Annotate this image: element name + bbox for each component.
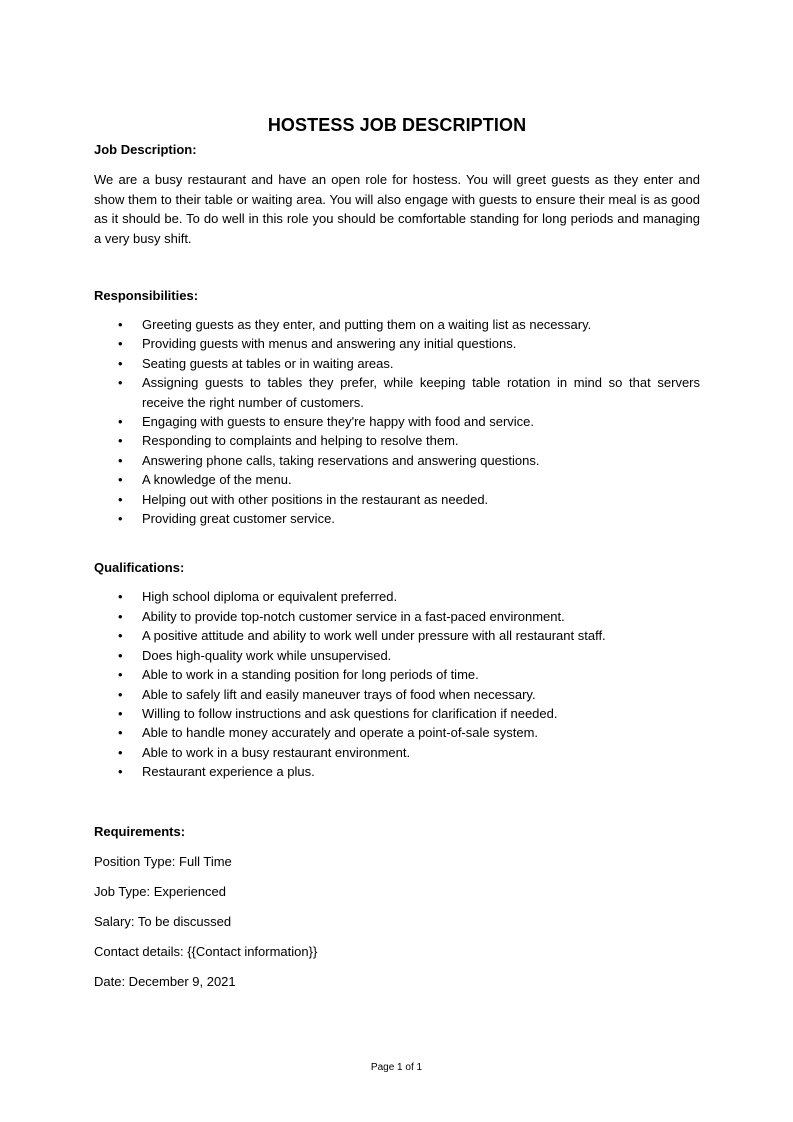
responsibility-item-text: Seating guests at tables or in waiting areas. bbox=[142, 355, 394, 371]
responsibility-item bbox=[94, 470, 700, 489]
bullet-icon: • bbox=[118, 725, 123, 741]
responsibility-item bbox=[94, 334, 700, 353]
responsibility-item-text: Responding to complaints and helping to resolve them. bbox=[142, 433, 459, 449]
responsibility-item-text: Providing great customer service. bbox=[142, 511, 335, 527]
qualification-item bbox=[94, 743, 700, 762]
bullet-icon: • bbox=[118, 667, 123, 683]
bullet-icon: • bbox=[118, 589, 123, 605]
page-number: Page 1 of 1 bbox=[370, 1062, 423, 1073]
qualification-item-text: Able to safely lift and easily maneuver trays of food when necessary. bbox=[142, 686, 536, 702]
qualification-item-text: Able to handle money accurately and operate a point-of-sale system. bbox=[142, 725, 539, 741]
job-description-text: We are a busy restaurant and have an open role for hostess. You will greet guests as they enter and show them to their table or waiting area. You will also engage with guests to ensure their meal is as good as it should be. To do well in this role you should be comfortable standing for long periods and managing a very busy shift. bbox=[94, 172, 700, 246]
bullet-icon: • bbox=[118, 317, 123, 332]
responsibility-item bbox=[94, 509, 700, 528]
qualification-item bbox=[94, 685, 700, 704]
responsibility-item bbox=[94, 373, 700, 412]
bullet-icon: • bbox=[118, 647, 123, 663]
qualification-item-text: Ability to provide top-notch customer service in a fast-paced environment. bbox=[142, 608, 565, 624]
responsibility-item bbox=[94, 412, 700, 431]
contact-details: Contact details: {{Contact information}} bbox=[94, 943, 318, 959]
position-type: Position Type: Full Time bbox=[94, 853, 232, 869]
qualification-item bbox=[94, 762, 700, 781]
qualification-item-text: Does high-quality work while unsupervised. bbox=[142, 647, 392, 663]
bullet-icon: • bbox=[118, 375, 123, 391]
responsibility-item bbox=[94, 354, 700, 373]
bullet-icon: • bbox=[118, 511, 123, 527]
qualification-item bbox=[94, 704, 700, 723]
bullet-icon: • bbox=[118, 491, 123, 507]
bullet-icon: • bbox=[118, 764, 123, 780]
responsibility-item-text: Engaging with guests to ensure they're happy with food and service. bbox=[142, 414, 534, 430]
responsibility-item bbox=[94, 431, 700, 450]
bullet-icon: • bbox=[118, 472, 123, 488]
qualification-item bbox=[94, 646, 700, 665]
document-body bbox=[94, 113, 700, 991]
bullet-icon: • bbox=[118, 336, 123, 352]
qualification-item bbox=[94, 723, 700, 742]
qualifications-heading: Qualifications: bbox=[94, 560, 185, 576]
qualification-item-text: High school diploma or equivalent preferred. bbox=[142, 589, 398, 605]
responsibility-item-text: Helping out with other positions in the restaurant as needed. bbox=[142, 491, 489, 507]
qualification-item-text: Restaurant experience a plus. bbox=[142, 764, 315, 780]
qualification-item-text: Able to work in a standing position for long periods of time. bbox=[142, 667, 479, 683]
responsibility-item-text: A knowledge of the menu. bbox=[142, 472, 292, 488]
responsibility-item-text: Greeting guests as they enter, and putting them on a waiting list as necessary. bbox=[142, 317, 592, 332]
responsibility-item-text: Assigning guests to tables they prefer, while keeping table rotation in mind so that servers receive the right number of customers. bbox=[142, 375, 700, 410]
requirements-heading: Requirements: bbox=[94, 823, 186, 839]
responsibility-item-text: Providing guests with menus and answering any initial questions. bbox=[142, 336, 517, 352]
qualification-item-text: Able to work in a busy restaurant environment. bbox=[142, 744, 411, 760]
responsibility-item bbox=[94, 490, 700, 509]
qualification-item bbox=[94, 665, 700, 684]
responsibility-item bbox=[94, 315, 700, 334]
responsibilities-heading: Responsibilities: bbox=[94, 288, 199, 303]
responsibility-item-text: Answering phone calls, taking reservations and answering questions. bbox=[142, 452, 540, 468]
bullet-icon: • bbox=[118, 628, 123, 644]
document-title: HOSTESS JOB DESCRIPTION bbox=[267, 115, 527, 135]
qualification-item-text: Willing to follow instructions and ask questions for clarification if needed. bbox=[142, 705, 558, 721]
bullet-icon: • bbox=[118, 744, 123, 760]
qualification-item bbox=[94, 626, 700, 645]
salary: Salary: To be discussed bbox=[94, 913, 232, 929]
responsibilities-list bbox=[94, 315, 700, 528]
qualifications-list bbox=[94, 587, 700, 781]
bullet-icon: • bbox=[118, 414, 123, 430]
job-type: Job Type: Experienced bbox=[94, 883, 227, 899]
bullet-icon: • bbox=[118, 452, 123, 468]
date: Date: December 9, 2021 bbox=[94, 973, 236, 989]
bullet-icon: • bbox=[118, 686, 123, 702]
bullet-icon: • bbox=[118, 608, 123, 624]
bullet-icon: • bbox=[118, 705, 123, 721]
qualification-item bbox=[94, 587, 700, 606]
qualification-item bbox=[94, 607, 700, 626]
responsibility-item bbox=[94, 451, 700, 470]
job-description-heading: Job Description: bbox=[94, 142, 197, 157]
bullet-icon: • bbox=[118, 355, 123, 371]
bullet-icon: • bbox=[118, 433, 123, 449]
qualification-item-text: A positive attitude and ability to work well under pressure with all restaurant staff. bbox=[142, 628, 606, 644]
